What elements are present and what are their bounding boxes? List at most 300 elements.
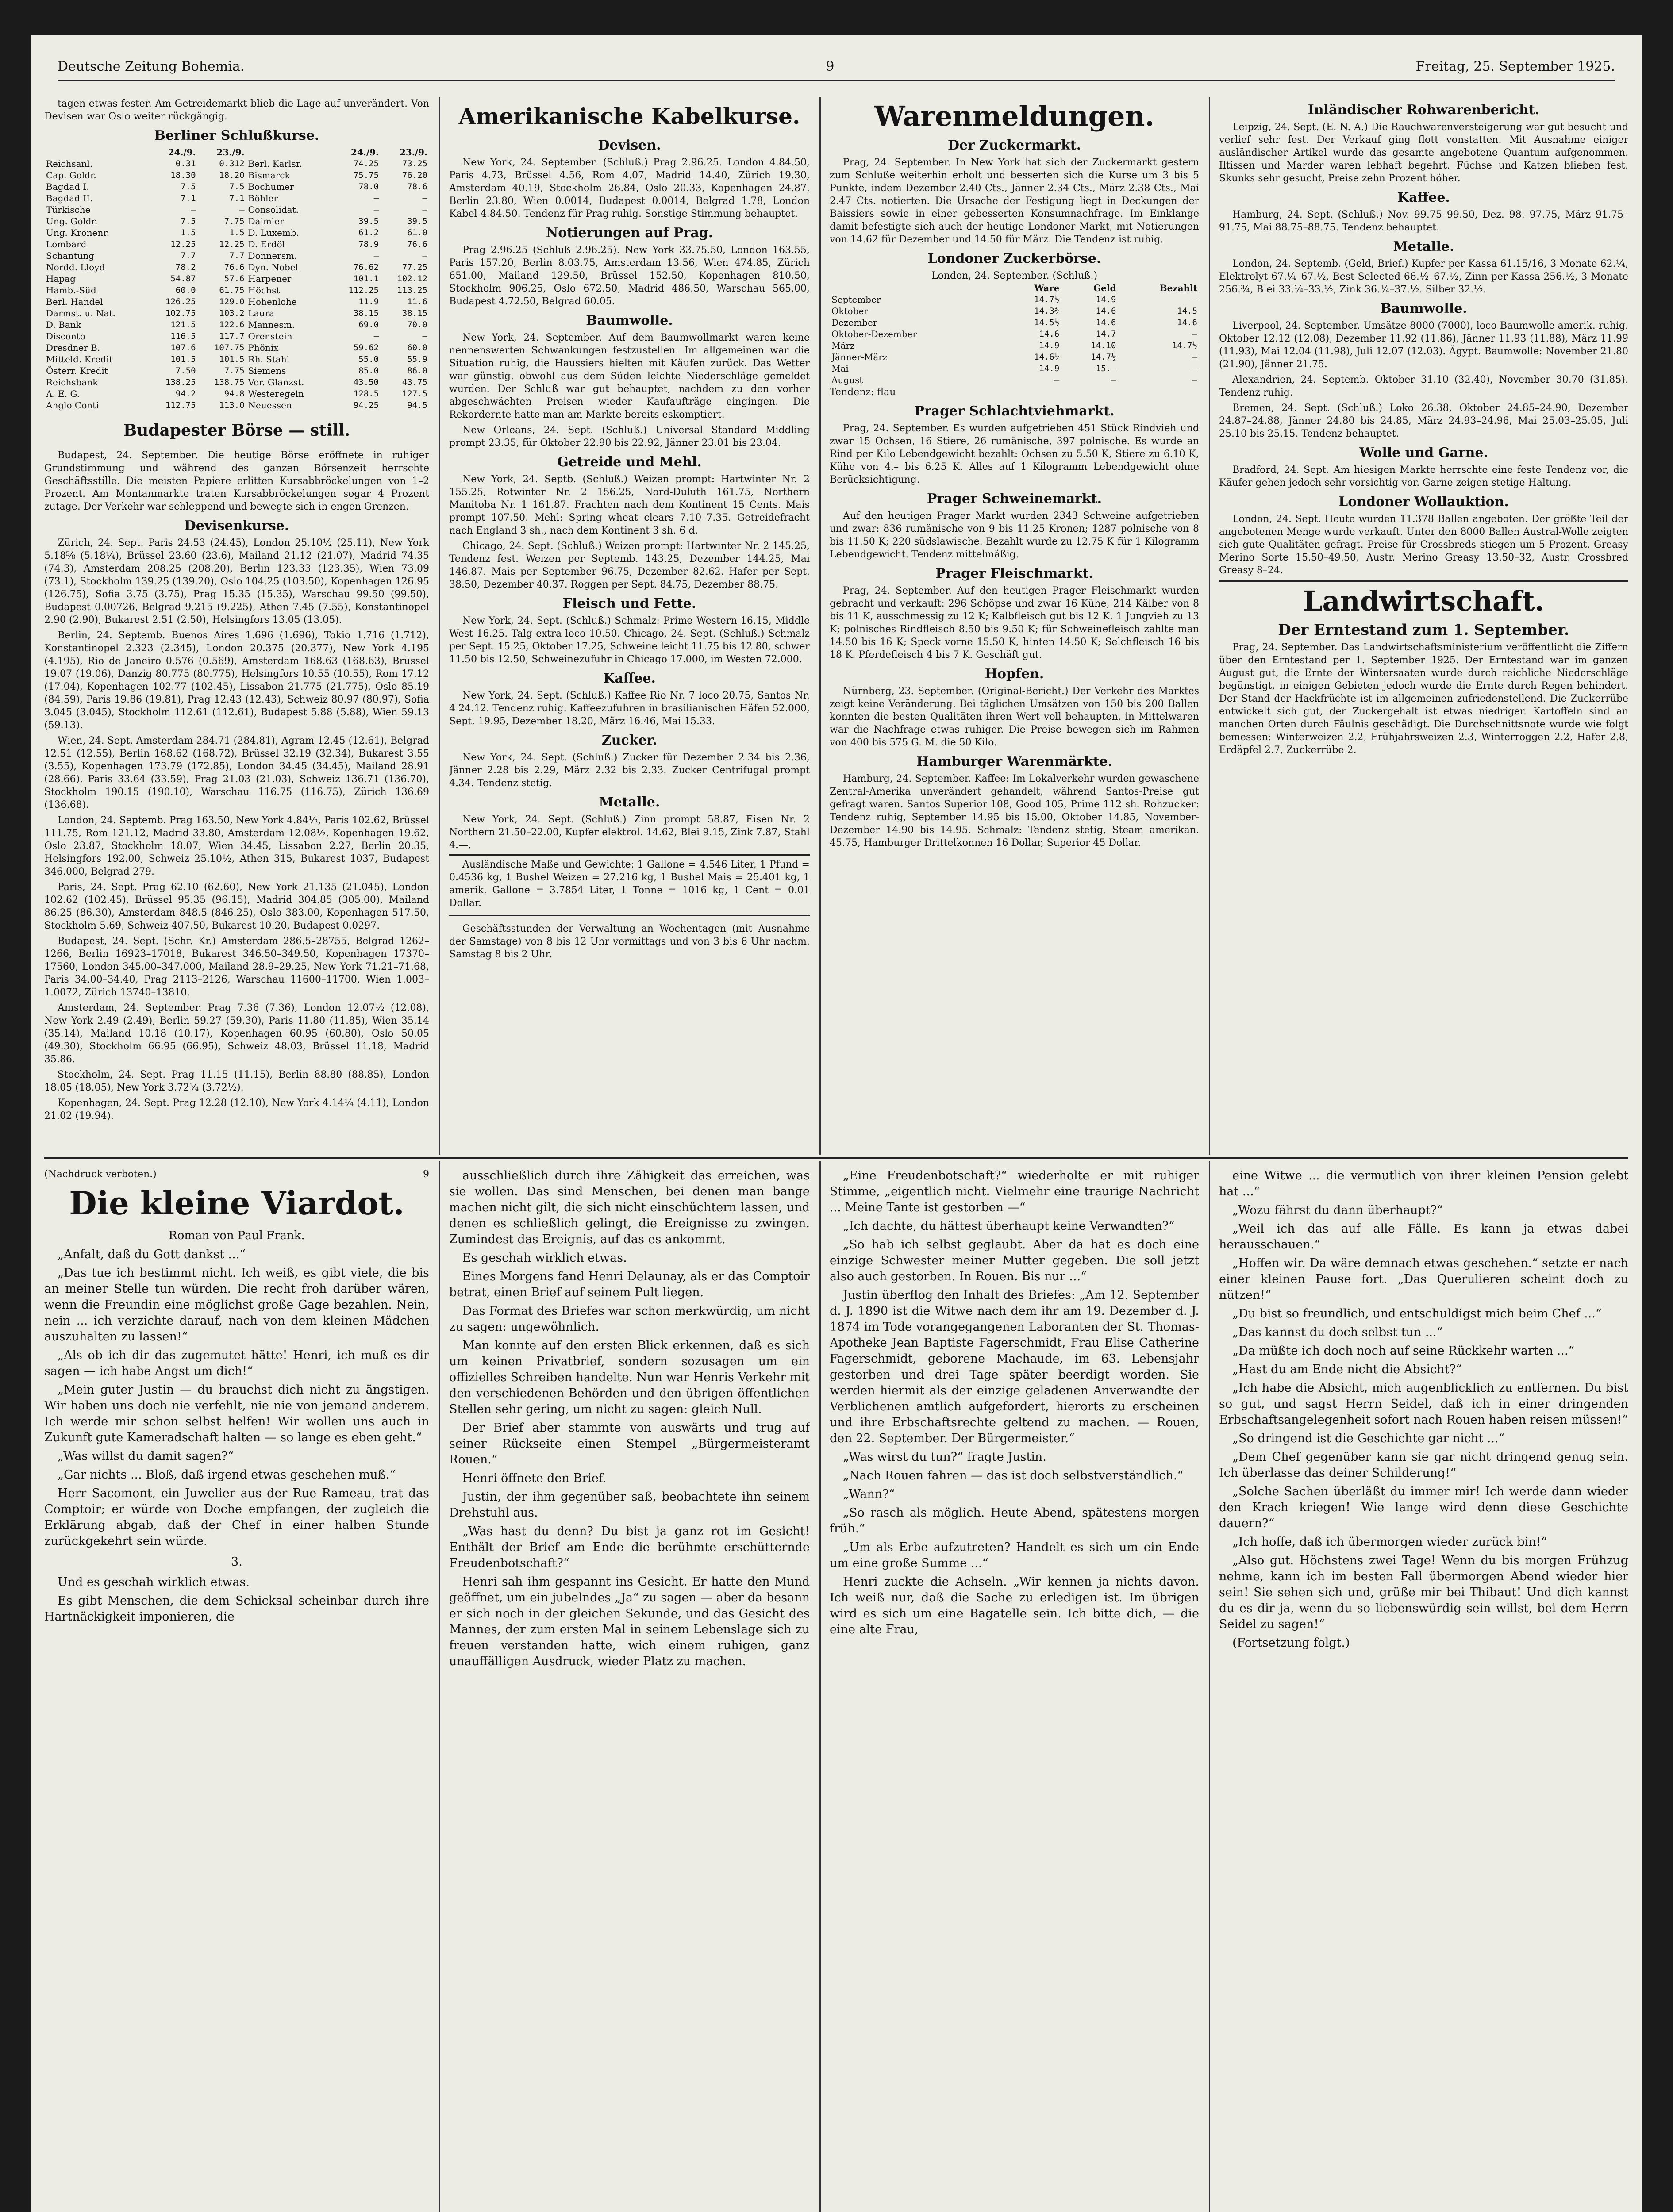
fleisch-subheading: Fleisch und Fette. [562,596,696,611]
zucker-subheading: Zucker. [601,733,658,748]
berlin-heading: Berliner Schlußkurse. [154,128,319,143]
price-value: 14.6¼ [1034,352,1060,362]
security-name: Reichsbank [46,377,98,388]
kabelkurse-heading: Amerikanische Kabelkurse. [458,103,800,129]
getreide-report: New York, 24. Septb. (Schluß.) Weizen prompt: Hartwinter Nr. 2 155.25, Rotwinter Nr. 2 156.25, Nord-Duluth 161.75, Northern Manitoba Nr. 1 161.87. Frachten nach dem Kontinent 15 Cents. Mais prompt 107.50. Mehl: Spring wheat clears 7.10–7.35. Getreidefracht nach England 3 sh., nach dem Kontinent 3 sh. 6 d. [449,474,810,536]
quote-value: — [422,205,427,215]
quote-value: 78.6 [407,182,427,192]
devisen-report: Berlin, 24. Septemb. Buenos Aires 1.696 (1.696), Tokio 1.716 (1.712), Konstantinopel 2.323 (2.345), London 20.375 (20.377), New York 4.195 (4.195), Rio de Janeiro 0.576 (0.569), Amsterdam 168.63 (168.63), Brüssel 19.07 (19.06), Danzig 80.775 (80.775), Helsingfors 10.55 (10.55), Rom 17.12 (17.04), Kopenhagen 102.77 (102.45), Lissabon 21.775 (21.775), Oslo 85.19 (84.59), Paris 19.86 (19.81), Prag 12.43 (12.43), Schweiz 80.97 (80.97), Sofia 3.045 (3.045), Stockholm 112.61 (112.61), Budapest 5.88 (5.88), Wien 59.13 (59.13). [44,630,429,731]
london-zucker-caption: London, 24. September. (Schluß.) [931,270,1098,281]
novel-text [830,1168,1199,1638]
page-number: 9 [826,58,835,74]
quote-value: 76.6 [224,262,245,272]
security-name: Disconto [46,331,85,342]
novel-paragraph: „Das tue ich bestimmt nicht. Ich weiß, es gibt viele, die bis an meiner Stelle tun würden. Die recht froh darüber wären, wenn die Freundin eine möglichst große Gage bezahlen. Nein, nein ... ich verzichte darauf, nach von dem kleinen Mädchen auszuhalten zu lassen!“ [44,1266,429,1344]
quote-value: 61.75 [219,285,245,295]
quote-value: 59.62 [353,343,379,353]
table-row [44,261,429,273]
novel-paragraph: „Gar nichts ... Bloß, daß irgend etwas geschehen muß.“ [58,1468,396,1482]
bremen-report: Bremen, 24. Sept. (Schluß.) Loko 26.38, Oktober 24.85–24.90, Dezember 24.87–24.88, Jänner 24.80 bis 24.85, März 24.93–24.96, Mai 25.03–25.05, Juli 25.10 bis 25.15. Tendenz behauptet. [1219,403,1628,439]
table-row [44,284,429,296]
security-name: Ung. Goldr. [46,216,98,227]
price-value: — [1054,375,1060,385]
devisen-report: Kopenhagen, 24. Sept. Prag 12.28 (12.10), New York 4.14¼ (4.11), London 21.02 (19.94). [44,1098,429,1121]
column-rule [819,97,821,1155]
metalle-subheading: Metalle. [599,795,660,810]
quote-value: 57.6 [224,274,245,284]
quote-value: 7.7 [229,251,245,261]
novel-column-2 [449,1168,810,2212]
novel-paragraph: „Ich dachte, du hättest überhaupt keine Verwandten?“ [843,1219,1175,1233]
price-value: 15.— [1096,364,1116,373]
security-name: Orenstein [248,331,292,342]
quote-value: 121.5 [170,320,196,330]
berlin-quotes-table [44,146,429,411]
devisen-report: London, 24. Septemb. Prag 163.50, New York 4.84½, Paris 102.62, Brüssel 111.75, Rom 121.12, Madrid 33.80, Amsterdam 12.08½, Kopenhagen 19.62, Oslo 23.87, Stockholm 18.07, Wien 34.45, Lissabon 2.27, Berlin 20.35, Helsingfors 192.00, Schweiz 25.10½, Athen 315, Bukarest 1037, Budapest 346.000, Belgrad 279. [44,815,429,877]
novel-title: Die kleine Viardot. [69,1184,404,1222]
chapter-number: 3. [231,1555,242,1569]
security-name: Hohenlohe [248,296,297,307]
delivery-month: Oktober [831,306,868,316]
table-row [830,317,1199,328]
quote-value: — [422,193,427,203]
quote-value: 78.0 [358,182,379,192]
quote-value: 7.5 [181,216,196,226]
table-row [830,351,1199,363]
quote-value: — [191,205,196,215]
novel-paragraph: „Als ob ich dir das zugemutet hätte! Henri, ich muß es dir sagen — ich habe Angst um dich!“ [44,1348,429,1378]
baumwolle-subheading: Baumwolle. [586,313,673,328]
devisen-report: Paris, 24. Sept. Prag 62.10 (62.60), New York 21.135 (21.045), London 102.62 (102.45), Brüssel 95.35 (96.15), Madrid 304.85 (305.00), Mailand 86.25 (86.30), Amsterdam 848.5 (846.25), Oslo 383.00, Kopenhagen 517.50, Stockholm 5.69, Schweiz 407.50, Bukarest 10.20, Budapest 0.0297. [44,882,429,931]
quote-value: 117.7 [219,331,245,341]
novel-column-3 [830,1168,1199,2212]
schlachtvieh-report: Prag, 24. September. Es wurden aufgetrieben 451 Stück Rindvieh und zwar 15 Ochsen, 16 Stiere, 26 rumänische, 397 polnische. Es wurde an Rind per Kilo Lebendgewicht bezahlt: Ochsen zu 5.50 K, Stiere zu 6.10 K, Kühe von 4.– bis 6.25 K. Alles auf 1 Kilogramm Lebendgewicht ohne Berücksichtigung. [830,423,1199,485]
quote-value: 113.25 [397,285,427,295]
quote-value: 0.31 [175,159,196,169]
quote-value: 69.0 [358,320,379,330]
price-value: 14.6 [1177,318,1197,327]
delivery-month: Mai [831,363,849,374]
security-name: Cap. Goldr. [46,170,96,180]
quote-value: 60.0 [407,343,427,353]
column-rule [439,1161,440,2212]
delivery-month: Jänner-März [831,352,888,362]
quote-value: 12.25 [170,239,196,249]
issue-date: Freitag, 25. September 1925. [1415,58,1615,74]
measures-note: Ausländische Maße und Gewichte: 1 Gallone = 4.546 Liter, 1 Pfund = 0.4536 kg, 1 Bushel Weizen = 27.216 kg, 1 Bushel Mais = 25.401 kg, 1 amerik. Gallone = 3.7854 Liter, 1 Tonne = 1016 kg, 1 Cent = 0.01 Dollar. [449,859,810,909]
security-name: Laura [248,308,275,319]
quote-value: 85.0 [358,366,379,376]
quote-value: 112.75 [165,400,196,410]
quote-value: 116.5 [170,331,196,341]
col-date: 23./9. [216,147,245,157]
quote-value: 94.8 [224,389,245,399]
price-value: 14.7½ [1172,341,1197,350]
quote-value: 7.5 [229,182,245,192]
quote-value: 55.9 [407,354,427,364]
table-row [44,227,429,238]
quote-value: 43.75 [402,377,427,387]
devisen-heading: Devisenkurse. [184,518,289,534]
delivery-month: August [831,375,863,385]
metalle-report: New York, 24. Sept. (Schluß.) Zinn prompt 58.87, Eisen Nr. 2 Northern 21.50–22.00, Kupfer elektrol. 14.62, Blei 9.15, Zink 7.87, Stahl 4.—. [449,814,810,851]
novel-paragraph: Das Format des Briefes war schon merkwürdig, um nicht zu sagen: ungewöhnlich. [449,1304,810,1334]
novel-paragraph: „Dem Chef gegenüber kann sie gar nicht dringend genug sein. Ich überlasse das deiner Schilderung!“ [1219,1450,1628,1480]
quote-value: 38.15 [353,308,379,318]
quote-value: 43.50 [353,377,379,387]
security-name: Berl. Karlsr. [248,158,302,169]
security-name: Türkische [46,204,91,215]
section-divider [44,1157,1628,1159]
quote-value: 126.25 [165,297,196,307]
hamburg-subheading: Hamburger Warenmärkte. [916,754,1112,769]
security-name: Bochumer [248,181,294,192]
quote-value: 94.5 [407,400,427,410]
security-name: Höchst [248,285,280,296]
novel-paragraph: Henri öffnete den Brief. [462,1471,607,1485]
price-value: 14.6 [1096,306,1116,316]
novel-paragraph: Man konnte auf den ersten Blick erkennen, daß es sich um keinen Privatbrief, sondern sozusagen um ein offizielles Schreiben handelte. Nun war Henris Verkehr mit den verschiedenen Behörden und den übrigen öffentlichen Stellen sehr gering, um nicht zu sagen: gleich Null. [449,1339,810,1416]
quote-value: 7.1 [229,193,245,203]
quote-value: 102.75 [165,308,196,318]
security-name: Nordd. Lloyd [46,262,105,273]
col-geld: Geld [1093,283,1116,293]
quote-value: 78.9 [358,239,379,249]
security-name: Daimler [248,216,284,227]
novel-paragraph: „Also gut. Höchstens zwei Tage! Wenn du bis morgen Frühzug nehme, kann ich im besten Fall übermorgen Abend wieder hier sein! Sie sehen sich und, grüße mir bei Thibaut! Und dich kannst du es dir ja, wenn du so liebenswürdig sein willst, bei dem Herrn Seidel zu sagen!“ [1219,1554,1628,1631]
quote-value: 107.75 [214,343,245,353]
novel-paragraph: Herr Sacomont, ein Juwelier aus der Rue Rameau, trat das Comptoir; er würde von Doche empfangen, der zugleich die Erklärung abgab, daß der Chef in einer halben Stunde zurückgekehrt sein würde. [44,1486,429,1548]
quote-value: 60.0 [175,285,196,295]
security-name: Neuessen [248,400,292,411]
novel-paragraph: Justin, der ihm gegenüber saß, beobachtete ihn seinem Drehstuhl aus. [449,1490,810,1520]
table-row [44,399,429,411]
devisen-report: Stockholm, 24. Sept. Prag 11.15 (11.15), Berlin 88.80 (88.85), London 18.05 (18.05), New York 3.72¾ (3.72½). [44,1069,429,1093]
measures-box [449,854,810,916]
security-name: Dresdner B. [46,342,100,353]
novel-text [1219,1168,1628,1651]
quote-value: 7.50 [175,366,196,376]
quote-value: 54.87 [170,274,196,284]
novel-paragraph: „Da müßte ich doch noch auf seine Rückkehr warten ...“ [1232,1344,1575,1358]
quote-value: 74.25 [353,159,379,169]
col-date: 24./9. [351,147,379,157]
price-value: — [1192,364,1197,373]
security-name: Böhler [248,193,278,204]
chicago-report: Chicago, 24. Sept. (Schluß.) Weizen prompt: Hartwinter Nr. 2 145.25, Tendenz fest. Weizen per Septemb. 143.25, Dezember 144.25, Mai 146.87. Mais per September 96.75, Dezember 82.62. Hafer per Sept. 38.50, Dezember 40.37. Roggen per Sept. 84.75, Dezember 88.75. [449,541,810,590]
newspaper-page [31,35,1642,2212]
devisen-report: Zürich, 24. Sept. Paris 24.53 (24.45), London 25.10½ (25.11), New York 5.18⅝ (5.18¼), Brüssel 23.60 (23.6), Mailand 21.12 (21.07), Madrid 74.35 (74.3), Amsterdam 208.25 (208.20), Berlin 123.33 (123.35), Wien 73.09 (73.1), Stockholm 139.25 (139.20), Oslo 104.25 (103.50), Kopenhagen 126.95 (126.75), Sofia 3.75 (3.75), Prag 15.35 (15.35), Warschau 99.50 (99.50), Budapest 0.00726, Belgrad 9.215 (9.225), Athen 7.45 (7.55), Konstantinopel 2.90 (2.90), Bukarest 2.51 (2.50), Helsingfors 13.05 (13.05). [44,538,429,626]
quote-value: 77.25 [402,262,427,272]
quote-value: 1.5 [181,228,196,238]
quote-value: — [373,331,379,341]
delivery-month: Oktober-Dezember [831,329,917,339]
erntestand-subheading: Der Erntestand zum 1. September. [1278,621,1569,639]
quote-value: 112.25 [348,285,379,295]
wolle-subheading: Wolle und Garne. [1359,445,1488,461]
novel-paragraph: „Was willst du damit sagen?“ [58,1449,234,1463]
security-name: Harpener [248,273,292,284]
col-ware: Ware [1034,283,1060,293]
security-name: Consolidat. [248,204,299,215]
zuckermarkt-subheading: Der Zuckermarkt. [947,138,1081,153]
london-zucker-table [830,282,1199,386]
quote-value: — [239,205,245,215]
novel-paragraph: eine Witwe ... die vermutlich von ihrer kleinen Pension gelebt hat ...“ [1219,1169,1628,1198]
quote-value: — [373,193,379,203]
novel-paragraph: Justin überflog den Inhalt des Briefes: „Am 12. September d. J. 1890 ist die Witwe nach dem ihr am 19. Dezember d. J. 1874 im Tode vorangegangenen Laboranten der St. Thomas-Apotheke Jean Baptiste Fagerschmidt, Frau Elise Catherine Fagerschmidt, geborene Machaude, im 63. Lebensjahr gestorben und drei Tage später beerdigt worden. Sie werden hiermit als der einzige geladenen Anverwandte der Verblichenen amtlich aufgefordert, hierorts zu erscheinen und ihre Erbschaftsrechte geltend zu machen. — Rouen, den 22. September. Der Bürgermeister.“ [830,1288,1199,1445]
rohwaren-subheading: Inländischer Rohwarenbericht. [1308,102,1540,118]
novel-paragraph: Eines Morgens fand Henri Delaunay, als er das Comptoir betrat, einen Brief auf seinem Pult liegen. [449,1270,810,1299]
delivery-month: März [831,340,855,351]
reprint-notice: (Nachdruck verboten.) [44,1169,157,1180]
wollauktion-report: London, 24. Sept. Heute wurden 11.378 Ballen angeboten. Der größte Teil der angebotenen Menge wurde verkauft. Unter den 8000 Ballen Austral-Wolle zeigten sich gute Qualitäten gefragt. Preise für Crossbreds stiegen um 5 Prozent. Greasy Merino Sorte 15.50–49.50, Austr. Merino Greasy 13.50–32, Austr. Crossbred Greasy 8–24. [1219,514,1628,576]
quote-value: — [422,251,427,261]
table-row [830,374,1199,386]
price-value: 14.9 [1096,295,1116,304]
security-name: Donnersm. [248,250,297,261]
price-value: 14.6 [1096,318,1116,327]
schweine-subheading: Prager Schweinemarkt. [927,491,1102,507]
novel-paragraph: Es gibt Menschen, die dem Schicksal scheinbar durch ihre Hartnäckigkeit imponieren, die [44,1594,429,1624]
table-row [44,376,429,388]
security-name: Westeregeln [248,388,304,399]
novel-paragraph: „Eine Freudenbotschaft?“ wiederholte er mit ruhiger Stimme, „eigentlich nicht. Vielmehr eine traurige Nachricht ... Meine Tante ist gestorben —“ [830,1169,1199,1214]
metalle-report: London, 24. Septemb. (Geld, Brief.) Kupfer per Kassa 61.15/16, 3 Monate 62.¼, Elektrolyt 67.¼–67.½, Best Selected 66.½–67.½, Zinn per Kassa 256.½, 3 Monate 256.¾, Blei 33.¼–33.½, Zink 36.¾–37.½. Silber 32.½. [1219,258,1628,295]
security-name: Reichsanl. [46,158,93,169]
novel-paragraph: „Du bist so freundlich, und entschuldigst mich beim Chef ...“ [1232,1307,1602,1321]
column-rule [1209,97,1210,1155]
table-row [830,363,1199,374]
security-name: Darmst. u. Nat. [46,308,115,319]
price-value: — [1192,352,1197,362]
novel-paragraph: „So dringend ist die Geschichte gar nicht ...“ [1232,1432,1505,1445]
novel-paragraph: „Hoffen wir. Da wäre demnach etwas geschehen.“ setzte er nach einer kleinen Pause fort. „Das Querulieren scheint doch zu nützen!“ [1219,1256,1628,1302]
price-value: 14.7 [1096,329,1116,339]
column-rule [439,97,440,1155]
novel-paragraph: Und es geschah wirklich etwas. [58,1575,250,1589]
novel-paragraph: „Mein guter Justin — du brauchst dich nicht zu ängstigen. Wir haben uns doch nie verfehlt, nie nie von jemand anderem. Ich werde mir schon selbst helfen! Wir wollen uns auch in Zukunft gute Kameradschaft halten — so lange es eben geht.“ [44,1383,429,1444]
liverpool-report: Liverpool, 24. September. Umsätze 8000 (7000), loco Baumwolle amerik. ruhig. Oktober 12.12 (12.08), Dezember 11.92 (11.86), Jänner 11.93 (11.88), März 11.99 (11.93), Mai 12.04 (11.98), Juli 12.07 (12.03). Ägypt. Baumwolle: November 21.80 (21.90), Jänner 21.75. [1219,320,1628,370]
novel-paragraph: „Was hast du denn? Du bist ja ganz rot im Gesicht! Enthält der Brief am Ende die berühmte erschütternde Freudenbotschaft?“ [449,1525,810,1570]
novel-column-4 [1219,1168,1628,2212]
security-name: Ver. Glanzst. [248,377,304,388]
quote-value: 107.6 [170,343,196,353]
london-zucker-subheading: Londoner Zuckerbörse. [927,251,1101,266]
table-row [44,215,429,227]
quote-value: 86.0 [407,366,427,376]
price-value: 14.6 [1039,329,1060,339]
table-row [44,169,429,181]
novel-paragraph: „Wozu fährst du dann überhaupt?“ [1232,1203,1443,1217]
delivery-month: September [831,294,881,305]
hopfen-report: Nürnberg, 23. September. (Original-Bericht.) Der Verkehr des Marktes zeigt keine Veränderung. Bei täglichen Umsätzen von 150 bis 200 Ballen konnten die besten Qualitäten ihren Wert voll behaupten, in Mittelwaren war die Nachfrage etwas ruhiger. Die Preise bewegen sich im Rahmen von 400 bis 575 G. M. die 50 Kilo. [830,686,1199,748]
installment-number: 9 [423,1169,429,1180]
quote-value: 138.25 [165,377,196,387]
devisen-report: Wien, 24. Sept. Amsterdam 284.71 (284.81), Agram 12.45 (12.61), Belgrad 12.51 (12.55), Berlin 168.62 (168.72), Brüssel 32.19 (32.34), Bukarest 3.55 (3.55), Kopenhagen 173.79 (172.85), London 34.45 (34.45), Mailand 28.91 (28.66), Paris 33.64 (33.59), Prag 21.03 (21.03), Schweiz 136.71 (136.70), Stockholm 190.15 (190.10), Warschau 116.75 (116.75), Zürich 136.69 (136.68). [44,735,429,810]
baumwolle-report: New York, 24. September. Auf dem Baumwollmarkt waren keine nennenswerten Schwankungen festzustellen. Im allgemeinen war die Situation ruhig, die Haussiers hielten mit Käufen zurück. Das Wetter war günstig, obwohl aus dem Süden leichte Niederschläge gemeldet wurden. Der Schluß war gut behauptet, nachdem zu den vorher abgeschwächten Preisen wieder Kaufaufträge eingingen. Die Rekordernte hatte man am Markte bereits eskomptiert. [449,332,810,420]
quote-value: 76.6 [407,239,427,249]
quote-value: 7.1 [181,193,196,203]
security-name: Bagdad II. [46,193,93,204]
table-row [44,192,429,204]
novel-paragraph: (Fortsetzung folgt.) [1232,1636,1350,1650]
quote-value: 39.5 [358,216,379,226]
security-name: Bismarck [248,170,290,180]
col-date: 24./9. [168,147,196,157]
quote-value: 101.5 [219,354,245,364]
security-name: D. Luxemb. [248,227,299,238]
security-name: Hapag [46,273,76,284]
security-name: D. Bank [46,319,81,330]
quote-value: 94.25 [353,400,379,410]
novel-paragraph: „Hast du am Ende nicht die Absicht?“ [1232,1363,1462,1376]
novel-paragraph: „Das kannst du doch selbst tun ...“ [1232,1325,1443,1339]
newspaper-name: Deutsche Zeitung Bohemia. [58,58,245,74]
price-value: — [1111,375,1116,385]
table-row [830,305,1199,317]
quote-value: 129.0 [219,297,245,307]
novel-author: Roman von Paul Frank. [169,1229,305,1242]
col-bezahlt: Bezahlt [1159,283,1197,293]
quote-value: 101.1 [353,274,379,284]
prag-report: Prag 2.96.25 (Schluß 2.96.25). New York 33.75.50, London 163.55, Paris 157.20, Berlin 8.03.75, Amsterdam 13.56, Wien 474.85, Zürich 651.00, Mailand 129.50, Brüssel 152.50, Kopenhagen 810.50, Stockholm 906.25, Oslo 672.50, Madrid 486.50, Warschau 565.00, Budapest 4.72.50, Belgrad 60.05. [449,245,810,307]
column-rohwaren [1219,97,1628,1150]
devisen-subheading: Devisen. [598,138,661,153]
devisen-report: Amsterdam, 24. September. Prag 7.36 (7.36), London 12.07½ (12.08), New York 2.49 (2.49), Berlin 59.27 (59.30), Paris 11.80 (11.85), Wien 35.14 (35.14), Mailand 10.18 (10.17), Kopenhagen 60.95 (60.80), Oslo 50.05 (49.30), Stockholm 66.95 (66.95), Schweiz 48.03, Brüssel 11.18, Madrid 35.86. [44,1002,429,1065]
table-row [44,238,429,250]
novel-paragraph: „Anfalt, daß du Gott dankst ...“ [58,1248,246,1261]
table-row [830,294,1199,305]
price-value: 14.5½ [1034,318,1060,327]
table-row [830,340,1199,351]
security-name: Anglo Conti [46,400,99,411]
quote-value: 39.5 [407,216,427,226]
wollauktion-subheading: Londoner Wollauktion. [1338,494,1509,510]
novel-paragraph: Henri sah ihm gespannt ins Gesicht. Er hatte den Mund geöffnet, um ein jubelndes „Ja“ zu sagen — aber da besann er sich noch in der gleichen Sekunde, und das Gesicht des Mannes, der zum ersten Mal in seinem Lebenslage sich zu freuen verstanden hatte, wich einem ruhigen, ganz unauffälligen Ausdruck, wieder Platz zu machen. [449,1575,810,1668]
column-rule [1209,1161,1210,2212]
novel-paragraph: Henri zuckte die Achseln. „Wir kennen ja nichts davon. Ich weiß nur, daß die Sache zu erledigen ist. Im übrigen wird es sich um eine Bagatelle sein. Ich bitte dich, — die eine alte Frau, [830,1575,1199,1636]
kaffee-subheading: Kaffee. [603,671,656,686]
security-name: Berl. Handel [46,296,103,307]
price-value: 14.7½ [1034,295,1060,304]
quote-value: 122.6 [219,320,245,330]
quote-value: 70.0 [407,320,427,330]
quote-value: 128.5 [353,389,379,399]
quote-value: 73.25 [402,159,427,169]
novel-text [449,1168,810,1670]
quote-value: 76.20 [402,170,427,180]
price-value: 14.7½ [1091,352,1116,362]
table-row [44,330,429,342]
prag-subheading: Notierungen auf Prag. [546,225,713,241]
security-name: Siemens [248,365,286,376]
security-name: Hamb.-Süd [46,285,96,296]
price-value: 14.5 [1177,306,1197,316]
quote-value: 76.62 [353,262,379,272]
table-row [830,328,1199,340]
quote-value: 18.20 [219,170,245,180]
security-name: Bagdad I. [46,181,89,192]
novel-paragraph: „Um als Erbe aufzutreten? Handelt es sich um ein Ende um eine große Summe ...“ [830,1540,1199,1570]
table-row [44,204,429,215]
novel-paragraph: Der Brief aber stammte von auswärts und trug auf seiner Rückseite einen Stempel „Bürgermeisteramt Rouen.“ [449,1421,810,1467]
security-name: Lombard [46,239,87,250]
column-kabelkurse [449,97,810,1150]
london-zucker-tendenz: Tendenz: flau [830,387,896,398]
quote-value: 101.5 [170,354,196,364]
quote-value: 0.312 [219,159,245,169]
table-row [44,342,429,353]
metalle-subheading: Metalle. [1393,239,1454,254]
novel-paragraph: „Ich habe die Absicht, mich augenblicklich zu entfernen. Du bist so gut, und sagst Herrn Seidel, daß ich in einer dringenden Erbschaftsangelegenheit sofort nach Rouen haben reisen müssen!“ [1219,1381,1628,1427]
erntestand-report: Prag, 24. September. Das Landwirtschaftsministerium veröffentlicht die Ziffern über den Erntestand per 1. September 1925. Der Erntestand war im ganzen August gut, die Ernte der Wintersaaten wurde durch reichliche Niederschläge begünstigt, in einigen Gebieten jedoch wurde die Ernte durch Regen behindert. Der Stand der Hackfrüchte ist im allgemeinen zufriedenstellend. Die Zuckerrübe entwickelt sich gut, der Zuckergehalt ist etwas niedriger. Kartoffeln sind an manchen Orten durch Fäulnis geschädigt. Die Durchschnittsnote wurde wie folgt bemessen: Winterweizen 2.2, Frühjahrsweizen 2.3, Winterroggen 2.2, Hafer 2.8, Erdäpfel 2.7, Zuckerrübe 2. [1219,642,1628,756]
security-name: Schantung [46,250,95,261]
column-boerse [44,97,429,1150]
quote-value: 94.2 [175,389,196,399]
zucker-report: New York, 24. Sept. (Schluß.) Zucker für Dezember 2.34 bis 2.36, Jänner 2.28 bis 2.29, März 2.32 bis 2.33. Zucker Centrifugal prompt 4.34. Tendenz stetig. [449,752,810,789]
quote-value: 102.12 [397,274,427,284]
price-value: 14.10 [1091,341,1116,350]
price-value: 14.9 [1039,341,1060,350]
security-name: Österr. Kredit [46,365,108,376]
kaffee-report: Hamburg, 24. Sept. (Schluß.) Nov. 99.75–99.50, Dez. 98.–97.75, März 91.75–91.75, Mai 88.75–88.75. Tendenz behauptet. [1219,209,1628,233]
security-name: A. E. G. [46,388,80,399]
novel-paragraph: „Weil ich das auf alle Fälle. Es kann ja etwas dabei herausschauen.“ [1219,1222,1628,1252]
table-row [44,250,429,261]
quote-value: 75.75 [353,170,379,180]
table-row [44,365,429,376]
novel-paragraph: „Solche Sachen überläßt du immer mir! Ich werde dann wieder den Krach kriegen! Wie lange wird denn diese Geschichte dauern?“ [1219,1485,1628,1530]
office-hours-note: Geschäftsstunden der Verwaltung an Wochentagen (mit Ausnahme der Samstage) von 8 bis 12 Uhr vormittags und von 3 bis 6 Uhr nachm. Samstag 8 bis 2 Uhr. [449,923,810,960]
price-value: — [1192,329,1197,339]
budapest-heading: Budapester Börse — still. [123,421,350,440]
column-rule [819,1161,821,2212]
table-row [44,181,429,192]
quote-value: 1.5 [229,228,245,238]
market-intro: tagen etwas fester. Am Getreidemarkt blieb die Lage auf unverändert. Von Devisen war Oslo weiter rückgängig. [44,98,429,122]
novel-paragraph: „Nach Rouen fahren — das ist doch selbstverständlich.“ [843,1469,1184,1482]
rohwaren-report: Leipzig, 24. Sept. (E. N. A.) Die Rauchwarenversteigerung war gut besucht und verlief sehr fest. Der Verkauf ging flott vonstatten. Mit Ausnahme einiger ausländischer Artikel wurde das gesamte angebotene Quantum aufgenommen. Iltissen und Marder waren lebhaft begehrt. Füchse und Katzen blieben fest. Skunks sehr gesucht, Preise zehn Prozent höher. [1219,122,1628,184]
security-name: Mitteld. Kredit [46,354,113,365]
alexandria-report: Alexandrien, 24. Septemb. Oktober 31.10 (32.40), November 30.70 (31.85). Tendenz ruhig. [1219,374,1628,398]
novel-paragraph: „Was wirst du tun?“ fragte Justin. [843,1450,1046,1464]
quote-value: 12.25 [219,239,245,249]
quote-value: 61.0 [407,228,427,238]
table-row [44,319,429,330]
kaffee-report: New York, 24. Sept. (Schluß.) Kaffee Rio Nr. 7 loco 20.75, Santos Nr. 4 24.12. Tendenz ruhig. Kaffeezufuhren in brasilianischen Häfen 52.000, Sept. 19.95, Dezember 18.20, März 16.46, Mai 15.33. [449,690,810,727]
price-value: — [1192,295,1197,304]
novel-text [44,1575,429,1625]
quote-value: 7.75 [224,366,245,376]
landwirtschaft-heading: Landwirtschaft. [1219,580,1628,617]
price-value: 14.3¾ [1034,306,1060,316]
table-row [44,296,429,307]
quote-value: — [373,205,379,215]
getreide-subheading: Getreide und Mehl. [557,454,702,470]
col-date: 23./9. [400,147,427,157]
fleisch-report: New York, 24. Sept. (Schluß.) Schmalz: Prime Western 16.15, Middle West 16.25. Talg extra loco 10.50. Chicago, 24. Sept. (Schluß.) Schmalz per Sept. 15.25, Oktober 17.25, Schweine leicht 11.75 bis 12.80, schwer 11.50 bis 12.50, Schweinezufuhr in Chicago 17.000, im Westen 72.000. [449,615,810,665]
warenmeldungen-heading: Warenmeldungen. [874,100,1155,132]
budapest-report: Budapest, 24. September. Die heutige Börse eröffnete in ruhiger Grundstimmung und während des ganzen Börsenzeit herrschte Geschäftsstille. Die meisten Papiere erlitten Kursabbröckelungen von 1–2 Prozent. Am Montanmarkte traten Kursabbröckelungen sogar 4 Prozent zutage. Der Verkehr war schleppend und bewegte sich in engen Grenzen. [44,450,429,512]
security-name: Phönix [248,342,279,353]
security-name: Ung. Kronenr. [46,227,110,238]
table-row [44,307,429,319]
quote-value: — [422,331,427,341]
quote-value: 11.6 [407,297,427,307]
table-row [44,353,429,365]
novel-paragraph: ausschließlich durch ihre Zähigkeit das erreichen, was sie wollen. Das sind Menschen, bei denen man bange machen nicht gilt, die sich nicht einschüchtern lassen, und denen es schließlich gelingt, die Ereignisse zu zwingen. Zumindest das Ereignis, auf das es ankommt. [449,1169,810,1246]
